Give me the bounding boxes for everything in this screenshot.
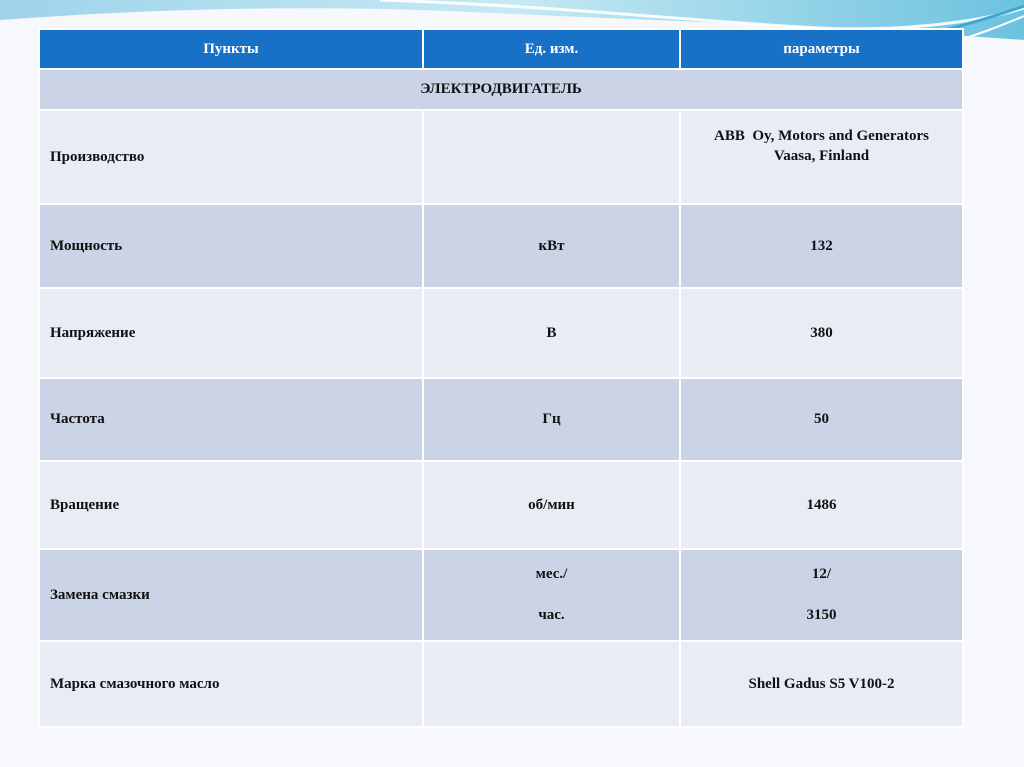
value-line-2: Vaasa, Finland (773, 148, 870, 164)
header-items: Пункты (39, 29, 423, 69)
section-row (39, 69, 963, 110)
row-value: 1486 (680, 461, 963, 549)
row-name: Производство (39, 110, 423, 204)
unit-line-2: час. (538, 607, 565, 623)
row-unit: Гц (423, 378, 680, 461)
row-unit (423, 641, 680, 727)
header-unit: Ед. изм. (423, 29, 680, 69)
table-row (39, 461, 963, 549)
value-line-2: 3150 (806, 607, 837, 623)
motor-specs-table (38, 28, 964, 728)
table-row (39, 549, 963, 641)
specs-table-container (38, 28, 962, 728)
row-name: Вращение (39, 461, 423, 549)
row-name: Марка смазочного масло (39, 641, 423, 727)
unit-line-1: мес./ (535, 566, 568, 582)
row-value (680, 110, 963, 204)
row-unit (423, 110, 680, 204)
table-row (39, 288, 963, 378)
row-unit (423, 549, 680, 641)
row-name: Частота (39, 378, 423, 461)
table-row (39, 110, 963, 204)
row-name: Мощность (39, 204, 423, 288)
value-line-1: 12/ (811, 566, 832, 582)
table-row (39, 378, 963, 461)
row-value (680, 549, 963, 641)
table-row (39, 641, 963, 727)
row-unit: кВт (423, 204, 680, 288)
value-line-1: ABB Oy, Motors and Generators (714, 128, 929, 144)
row-name: Напряжение (39, 288, 423, 378)
row-unit: В (423, 288, 680, 378)
row-value: 50 (680, 378, 963, 461)
row-unit: об/мин (423, 461, 680, 549)
header-parameters: параметры (680, 29, 963, 69)
row-value: Shell Gadus S5 V100-2 (680, 641, 963, 727)
section-title: ЭЛЕКТРОДВИГАТЕЛЬ (39, 69, 963, 110)
table-header-row (39, 29, 963, 69)
row-name: Замена смазки (39, 549, 423, 641)
row-value: 132 (680, 204, 963, 288)
row-value: 380 (680, 288, 963, 378)
table-row (39, 204, 963, 288)
